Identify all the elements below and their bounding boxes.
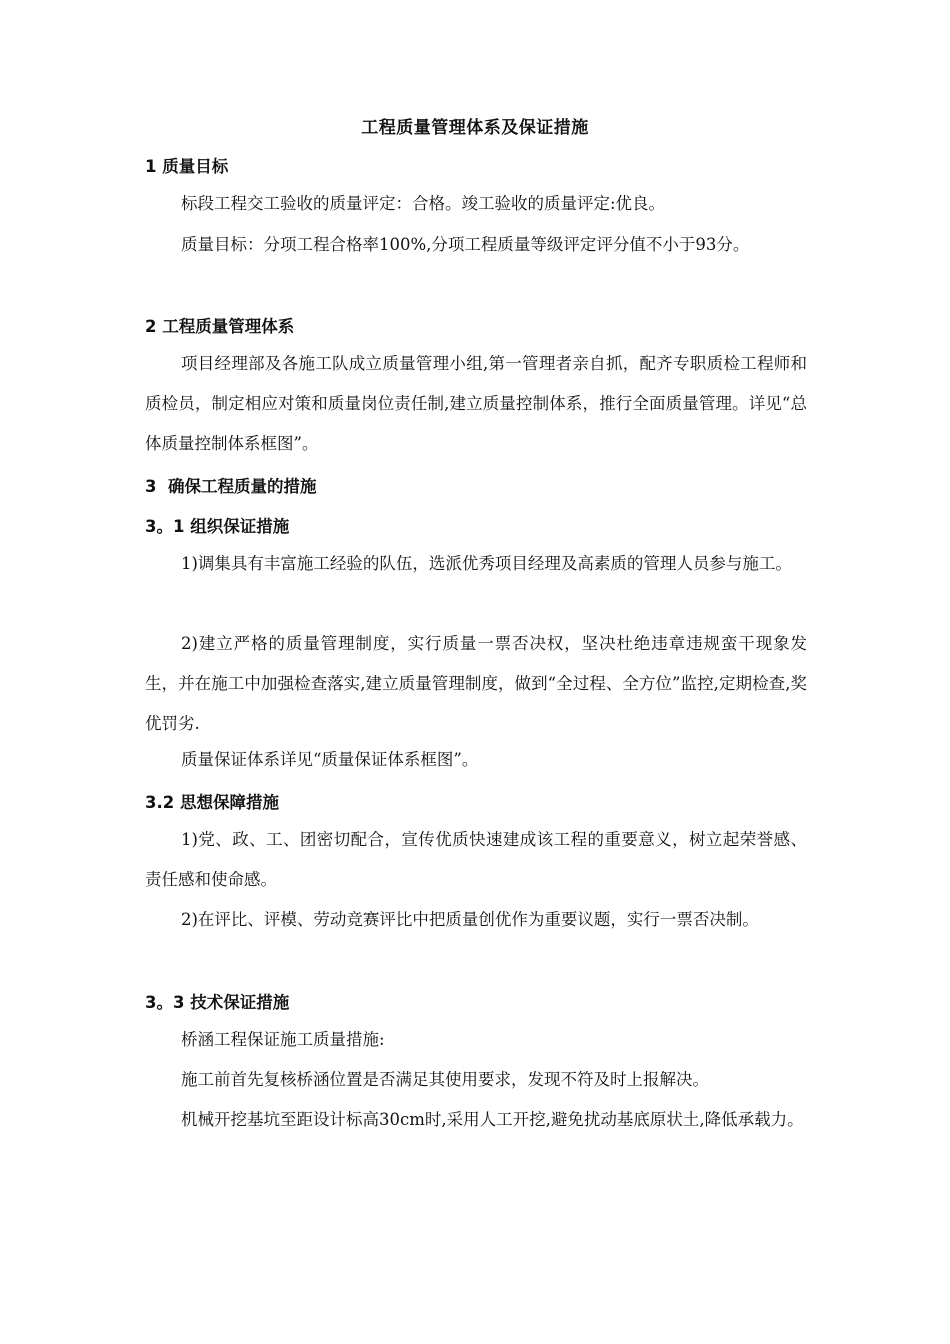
paragraph: 质量保证体系详见“质量保证体系框图”。 — [181, 750, 479, 769]
subsection-heading-ideology: 3.2 思想保障措施 — [145, 793, 279, 812]
paragraph: 2)建立严格的质量管理制度，实行质量一票否决权，坚决杜绝违章违规蛮干现象发生，并在施工中加强检查落实,建立质量管理制度，做到“全过程、全方位”监控,定期检查,奖优罚劣. — [145, 634, 807, 733]
paragraph: 1)调集具有丰富施工经验的队伍，选派优秀项目经理及高素质的管理人员参与施工。 — [181, 554, 792, 573]
subsection-heading-technical: 3。3 技术保证措施 — [145, 993, 290, 1012]
paragraph: 项目经理部及各施工队成立质量管理小组,第一管理者亲自抓，配齐专职质检工程师和质检员，制定相应对策和质量岗位责任制,建立质量控制体系，推行全面质量管理。详见“总体质量控制体系框图”。 — [145, 354, 807, 453]
paragraph: 施工前首先复核桥涵位置是否满足其使用要求，发现不符及时上报解决。 — [181, 1070, 709, 1089]
paragraph: 2)在评比、评模、劳动竞赛评比中把质量创优作为重要议题，实行一票否决制。 — [181, 910, 759, 929]
paragraph: 1)党、政、工、团密切配合，宣传优质快速建成该工程的重要意义，树立起荣誉感、责任感和使命感。 — [145, 830, 807, 889]
subsection-heading-organization: 3。1 组织保证措施 — [145, 517, 290, 536]
paragraph: 质量目标：分项工程合格率100%,分项工程质量等级评定评分值不小于93分。 — [181, 235, 750, 254]
section-heading-quality-measures: 3 确保工程质量的措施 — [145, 477, 317, 496]
paragraph: 标段工程交工验收的质量评定：合格。竣工验收的质量评定:优良。 — [181, 194, 666, 213]
section-heading-quality-system: 2 工程质量管理体系 — [145, 317, 295, 336]
paragraph: 桥涵工程保证施工质量措施: — [181, 1030, 385, 1049]
paragraph: 机械开挖基坑至距设计标高30cm时,采用人工开挖,避免扰动基底原状土,降低承载力。 — [181, 1110, 804, 1129]
section-heading-quality-goals: 1 质量目标 — [145, 157, 229, 176]
document-title: 工程质量管理体系及保证措施 — [361, 118, 589, 138]
